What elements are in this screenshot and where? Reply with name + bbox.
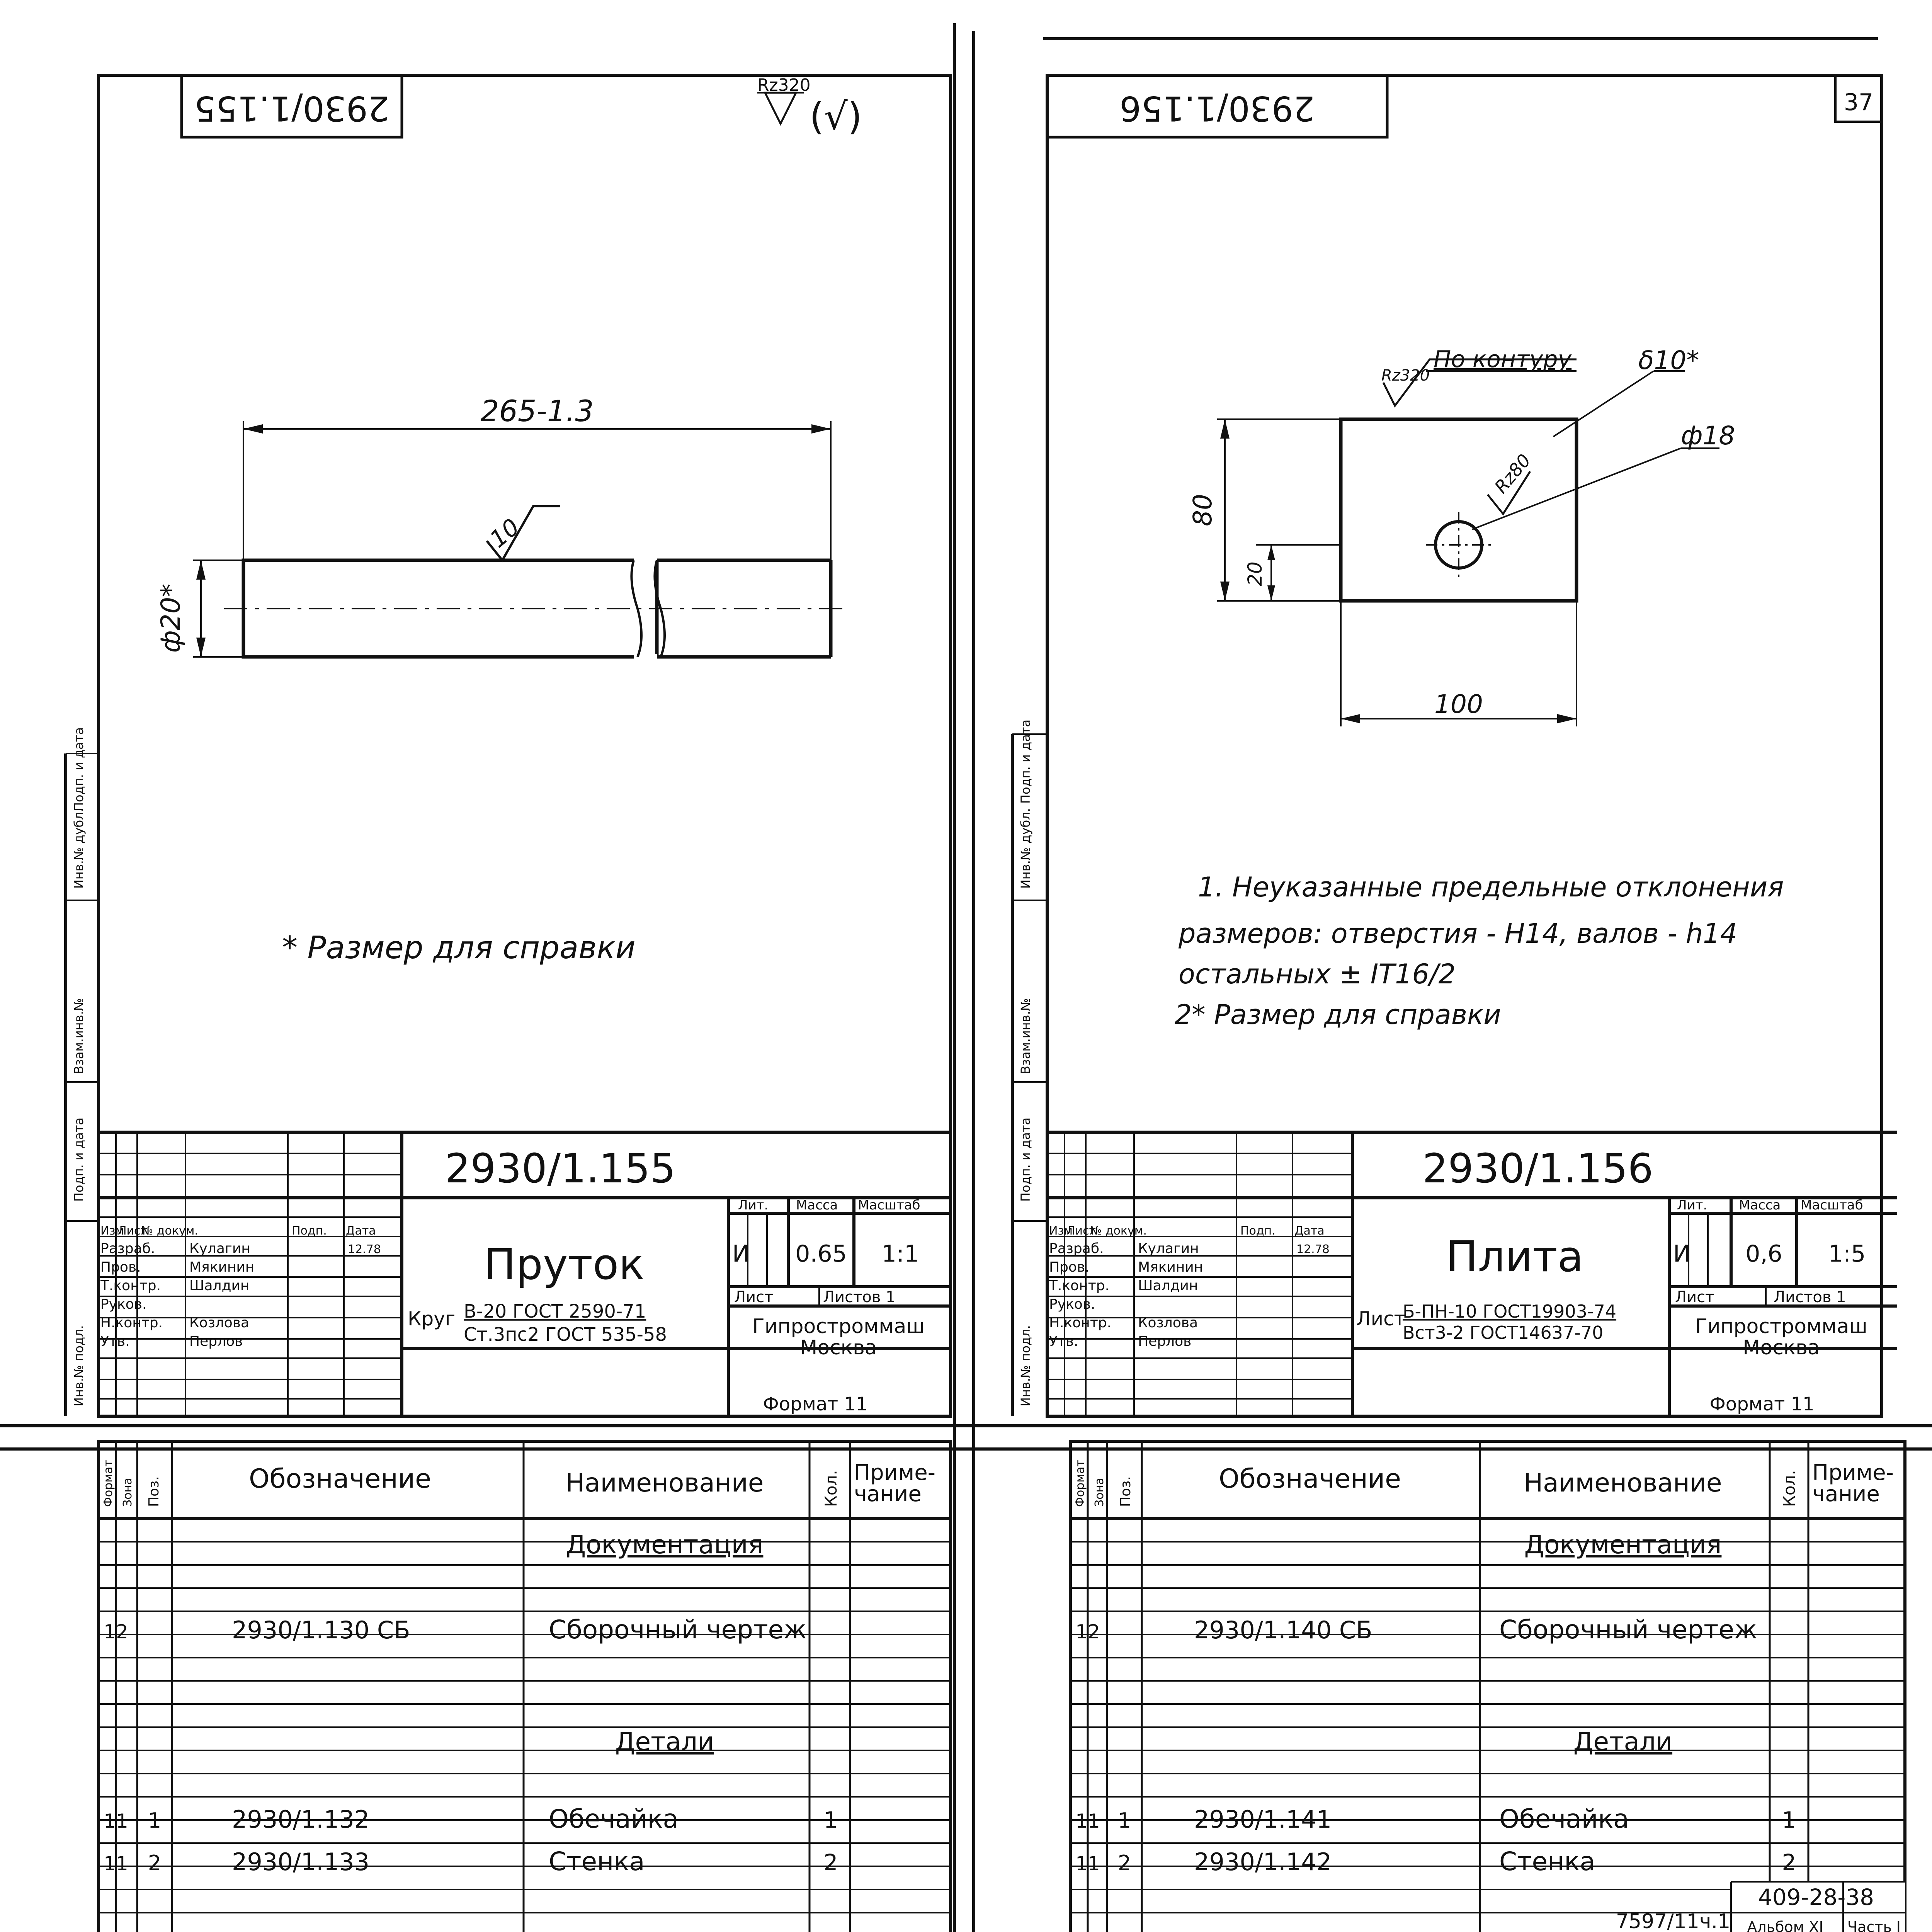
title-block-name: Кулагин <box>189 1241 250 1257</box>
sheets-label-156: Листов 1 <box>1774 1288 1846 1306</box>
title-block-name: Шалдин <box>189 1278 250 1294</box>
hdr-name-130: Наименование <box>565 1468 764 1498</box>
margin-label: Подп. и дата <box>1018 719 1033 804</box>
spec-quantity: 2 <box>823 1849 838 1876</box>
title-block-role: Н.контр. <box>100 1315 163 1331</box>
spec-designation: 2930/1.133 <box>232 1848 370 1876</box>
lit-156: И <box>1673 1240 1690 1267</box>
rough-mark-155: 10 <box>485 513 525 553</box>
spec-format: 11 <box>104 1810 128 1832</box>
title-block-role: Утв. <box>1049 1333 1078 1349</box>
material-kind-156: Лист <box>1356 1308 1405 1330</box>
title-block-header: № докум. <box>141 1224 198 1238</box>
stamp-156: 2930/1.156 <box>1119 88 1315 128</box>
hdr-pos-140: Поз. <box>1118 1476 1134 1507</box>
spec-name: Обечайка <box>549 1804 679 1834</box>
title-block-role: Н.контр. <box>1049 1315 1112 1331</box>
spec-name: Сборочный чертеж <box>1499 1615 1757 1645</box>
name-155: Пруток <box>484 1240 645 1289</box>
material-1-156: Б-ПН-10 ГОСТ19903-74 <box>1403 1301 1617 1322</box>
margin-label: Подп. и дата <box>71 727 86 811</box>
spec-designation: 2930/1.132 <box>232 1805 370 1833</box>
spec-quantity: 1 <box>1782 1807 1796 1833</box>
sheet-label-155: Лист <box>734 1288 774 1306</box>
material-2-156: Вст3-2 ГОСТ14637-70 <box>1403 1322 1604 1343</box>
project-140: 409-28-38 <box>1758 1884 1874 1910</box>
rz-mid-156: Rz80 <box>1490 450 1535 498</box>
dim-length-155: 265-1.3 <box>480 394 594 428</box>
code-156: 2930/1.156 <box>1422 1145 1653 1192</box>
hdr-note-1-130: Приме- <box>854 1460 935 1485</box>
name-156: Плита <box>1446 1232 1583 1281</box>
title-block-name: Шалдин <box>1138 1278 1198 1294</box>
title-block-name: Мякинин <box>1138 1259 1203 1275</box>
spec-quantity: 2 <box>1782 1849 1796 1876</box>
sheets-label-155: Листов 1 <box>823 1288 896 1306</box>
note-155: * Размер для справки <box>282 930 636 966</box>
material-kind-155: Круг <box>408 1308 456 1330</box>
city-155: Москва <box>800 1336 877 1359</box>
lit-label-156: Лит. <box>1677 1197 1708 1213</box>
format-155: Формат 11 <box>763 1393 868 1415</box>
scale-label-156: Масштаб <box>1801 1197 1863 1213</box>
title-block-name: Перлов <box>1138 1333 1192 1349</box>
title-block-header: Дата <box>1294 1224 1325 1238</box>
title-block-header: Изм <box>1049 1224 1073 1238</box>
title-block-role: Разраб. <box>100 1241 155 1257</box>
title-block-role: Руков. <box>1049 1296 1095 1312</box>
hdr-designation-140: Обозначение <box>1219 1464 1401 1494</box>
margin-label: Инв.№ дубл. <box>71 808 86 889</box>
lit-label-155: Лит. <box>738 1197 769 1213</box>
lit-155: И <box>732 1240 750 1267</box>
margin-label: Инв.№ подл. <box>71 1325 86 1406</box>
hdr-zone-140: Зона <box>1093 1478 1106 1507</box>
margin-label: Инв.№ дубл. <box>1018 808 1033 889</box>
spec-format: 11 <box>1075 1852 1100 1875</box>
contour-label-156: По контуру <box>1434 346 1572 373</box>
spec-position: 2 <box>148 1851 162 1875</box>
hdr-designation-130: Обозначение <box>249 1464 431 1494</box>
margin-label: Подп. и дата <box>71 1117 86 1202</box>
spec-position: 1 <box>1117 1808 1131 1833</box>
title-block-role: Т.контр. <box>1049 1278 1110 1294</box>
title-block-header: Изм <box>100 1224 124 1238</box>
spec-format: 12 <box>104 1621 128 1643</box>
spec-name: Стенка <box>1499 1847 1595 1876</box>
spec-name: Детали <box>1573 1727 1673 1757</box>
margin-label: Инв.№ подл. <box>1018 1325 1033 1406</box>
title-block-header: Подп. <box>292 1224 327 1238</box>
spec-position: 2 <box>1117 1851 1131 1875</box>
title-block-header: Подп. <box>1240 1224 1276 1238</box>
title-block-name: Перлов <box>189 1333 243 1349</box>
title-block-role: Утв. <box>100 1333 130 1349</box>
city-156: Москва <box>1743 1336 1820 1359</box>
dim-h-156: 80 <box>1188 494 1218 526</box>
spec-quantity: 1 <box>823 1807 838 1833</box>
roughness-note-155: (√) <box>810 95 862 138</box>
material-2-155: Ст.3пс2 ГОСТ 535-58 <box>464 1324 667 1345</box>
scale-label-155: Масштаб <box>858 1197 920 1213</box>
title-block-header: Лист <box>118 1224 148 1238</box>
dim-diameter-155: ф20* <box>156 583 186 653</box>
note-1-156: 1. Неуказанные предельные отклонения <box>1198 871 1784 903</box>
title-block-role: Руков. <box>100 1296 147 1312</box>
spec-name: Сборочный чертеж <box>549 1615 807 1645</box>
hdr-note-2-140: чание <box>1812 1481 1880 1507</box>
dim-w-156: 100 <box>1434 689 1483 719</box>
title-block-header: № докум. <box>1090 1224 1147 1238</box>
spec-name: Документация <box>566 1530 764 1560</box>
roughness-155: Rz320 <box>757 75 811 95</box>
material-1-155: В-20 ГОСТ 2590-71 <box>464 1301 646 1322</box>
scale-155: 1:1 <box>881 1240 919 1267</box>
mass-label-155: Масса <box>796 1197 838 1213</box>
spec-format: 11 <box>1075 1810 1100 1832</box>
spec-position: 1 <box>148 1808 162 1833</box>
spec-name: Стенка <box>549 1847 645 1876</box>
part-140: Часть I <box>1847 1918 1901 1932</box>
page-number: 37 <box>1844 89 1874 116</box>
code-155: 2930/1.155 <box>445 1145 676 1192</box>
hdr-fmt-130: Формат <box>102 1460 115 1507</box>
title-block-role: Т.контр. <box>100 1278 161 1294</box>
note-4-156: 2* Размер для справки <box>1175 999 1501 1031</box>
spec-designation: 2930/1.130 СБ <box>232 1616 410 1644</box>
title-block-date: 12.78 <box>348 1243 381 1256</box>
rz-top-156: Rz320 <box>1381 367 1430 384</box>
spec-name: Обечайка <box>1499 1804 1629 1834</box>
sheet-label-156: Лист <box>1675 1288 1714 1306</box>
dim-20-156: 20 <box>1244 561 1266 586</box>
hdr-zone-130: Зона <box>121 1478 134 1507</box>
hdr-qty-130: Кол. <box>821 1470 840 1507</box>
mass-156: 0,6 <box>1745 1240 1782 1267</box>
format-156: Формат 11 <box>1709 1393 1815 1415</box>
title-block-name: Козлова <box>1138 1315 1198 1331</box>
org-155: Гипростроммаш <box>752 1315 925 1338</box>
margin-label: Взам.инв.№ <box>71 998 86 1074</box>
margin-label: Подп. и дата <box>1018 1117 1033 1202</box>
spec-format: 11 <box>104 1852 128 1875</box>
mass-label-156: Масса <box>1739 1197 1781 1213</box>
note-2-156: размеров: отверстия - Н14, валов - h14 <box>1179 918 1738 949</box>
dim-s-156: δ10* <box>1638 345 1699 375</box>
title-block-date: 12.78 <box>1296 1243 1330 1256</box>
hdr-name-140: Наименование <box>1524 1468 1722 1498</box>
title-block-name: Козлова <box>189 1315 250 1331</box>
title-block-header: Лист <box>1066 1224 1096 1238</box>
title-block-role: Разраб. <box>1049 1241 1104 1257</box>
title-block-name: Мякинин <box>189 1259 255 1275</box>
hdr-qty-140: Кол. <box>1780 1470 1799 1507</box>
spec-name: Документация <box>1524 1530 1722 1560</box>
hdr-note-2-130: чание <box>854 1481 922 1507</box>
mass-155: 0.65 <box>795 1240 847 1267</box>
spec-designation: 2930/1.141 <box>1194 1805 1332 1833</box>
hdr-note-1-140: Приме- <box>1812 1460 1894 1485</box>
hdr-pos-130: Поз. <box>146 1476 162 1507</box>
title-block-header: Дата <box>346 1224 376 1238</box>
margin-label: Взам.инв.№ <box>1018 998 1033 1074</box>
hdr-fmt-140: Формат <box>1073 1460 1087 1507</box>
ref-num-140: 7597/11ч.1 <box>1616 1910 1731 1932</box>
spec-name: Детали <box>615 1727 714 1757</box>
stamp-155: 2930/1.155 <box>194 88 389 128</box>
dim-hole-156: ф18 <box>1681 421 1735 451</box>
note-3-156: остальных ± IT16/2 <box>1179 958 1456 990</box>
spec-designation: 2930/1.142 <box>1194 1848 1332 1876</box>
spec-format: 12 <box>1075 1621 1100 1643</box>
title-block-role: Пров. <box>1049 1259 1090 1275</box>
title-block-name: Кулагин <box>1138 1241 1199 1257</box>
scale-156: 1:5 <box>1828 1240 1866 1267</box>
org-156: Гипростроммаш <box>1695 1315 1867 1338</box>
title-block-role: Пров. <box>100 1259 141 1275</box>
spec-designation: 2930/1.140 СБ <box>1194 1616 1372 1644</box>
album-140: Альбом XI <box>1747 1918 1823 1932</box>
